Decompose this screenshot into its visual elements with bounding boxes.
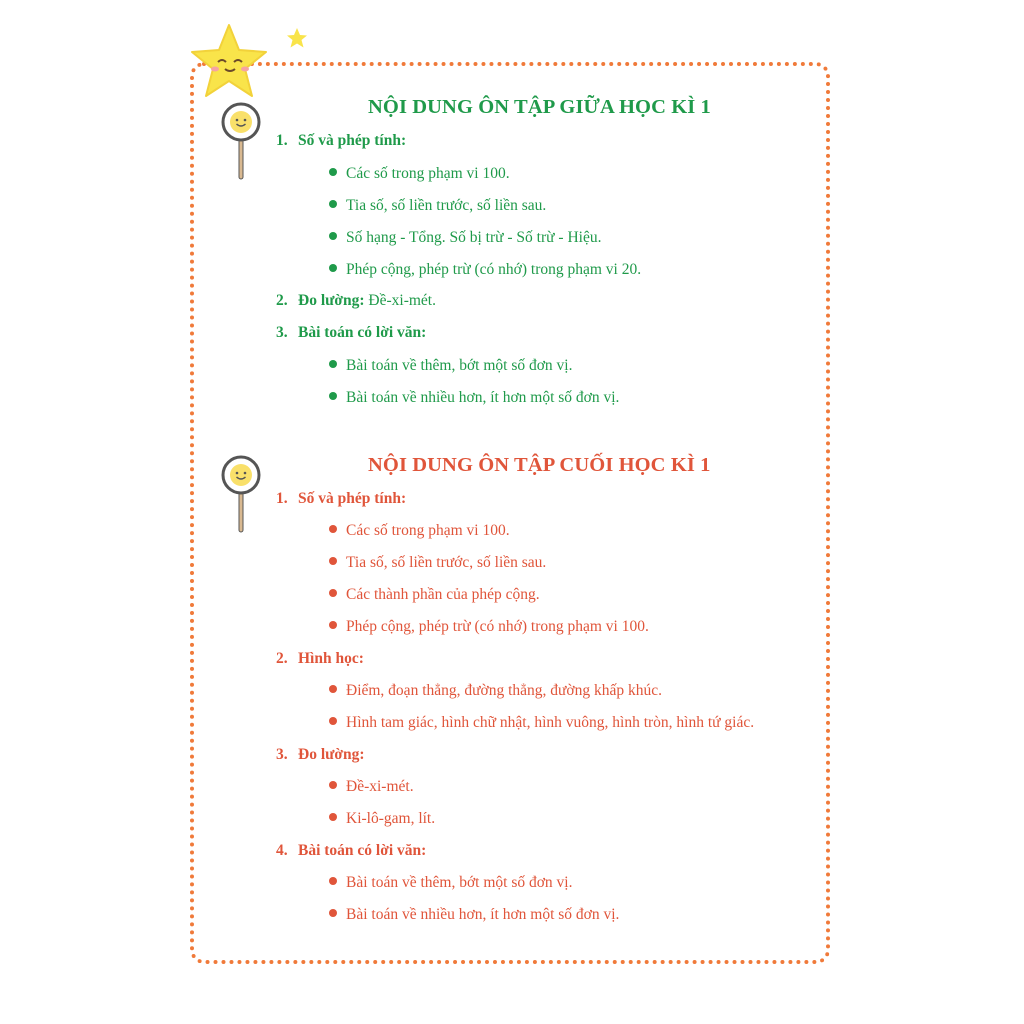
list-item: Tia số, số liền trước, số liền sau. <box>329 554 546 572</box>
lollipop-icon <box>219 101 263 181</box>
list-item: Số hạng - Tổng. Số bị trừ - Số trừ - Hiệu. <box>329 229 601 247</box>
small-star-icon <box>286 27 308 49</box>
section2-item-1-heading: 1. Số và phép tính: <box>276 490 407 507</box>
list-item: Phép cộng, phép trừ (có nhớ) trong phạm vi 100. <box>329 618 649 636</box>
list-item: Bài toán về thêm, bớt một số đơn vị. <box>329 874 572 892</box>
section1-item-1-heading: 1. Số và phép tính: <box>276 132 407 149</box>
list-item: Hình tam giác, hình chữ nhật, hình vuông, hình tròn, hình tứ giác. <box>329 714 754 732</box>
list-item: Đề-xi-mét. <box>329 778 414 796</box>
list-item: Bài toán về nhiều hơn, ít hơn một số đơn vị. <box>329 389 619 407</box>
list-item: Tia số, số liền trước, số liền sau. <box>329 197 546 215</box>
section2-title: NỘI DUNG ÔN TẬP CUỐI HỌC KÌ 1 <box>368 454 711 476</box>
list-item: Điểm, đoạn thẳng, đường thẳng, đường khấp khúc. <box>329 682 662 700</box>
list-item: Ki-lô-gam, lít. <box>329 810 435 828</box>
list-item: Các số trong phạm vi 100. <box>329 165 510 183</box>
section2-item-4-heading: 4. Bài toán có lời văn: <box>276 842 427 859</box>
list-item: Bài toán về thêm, bớt một số đơn vị. <box>329 357 572 375</box>
list-item: Các thành phần của phép cộng. <box>329 586 540 604</box>
section2-item-3-heading: 3. Đo lường: <box>276 746 365 763</box>
section1-item-2-heading: 2. Đo lường: Đề-xi-mét. <box>276 292 436 309</box>
list-item: Phép cộng, phép trừ (có nhớ) trong phạm vi 20. <box>329 261 641 279</box>
list-item: Các số trong phạm vi 100. <box>329 522 510 540</box>
section1-title: NỘI DUNG ÔN TẬP GIỮA HỌC KÌ 1 <box>368 96 711 118</box>
smiling-star-icon <box>188 22 270 100</box>
list-item: Bài toán về nhiều hơn, ít hơn một số đơn vị. <box>329 906 619 924</box>
section2-item-2-heading: 2. Hình học: <box>276 650 364 667</box>
lollipop-icon <box>219 454 263 534</box>
section1-item-3-heading: 3. Bài toán có lời văn: <box>276 324 427 341</box>
